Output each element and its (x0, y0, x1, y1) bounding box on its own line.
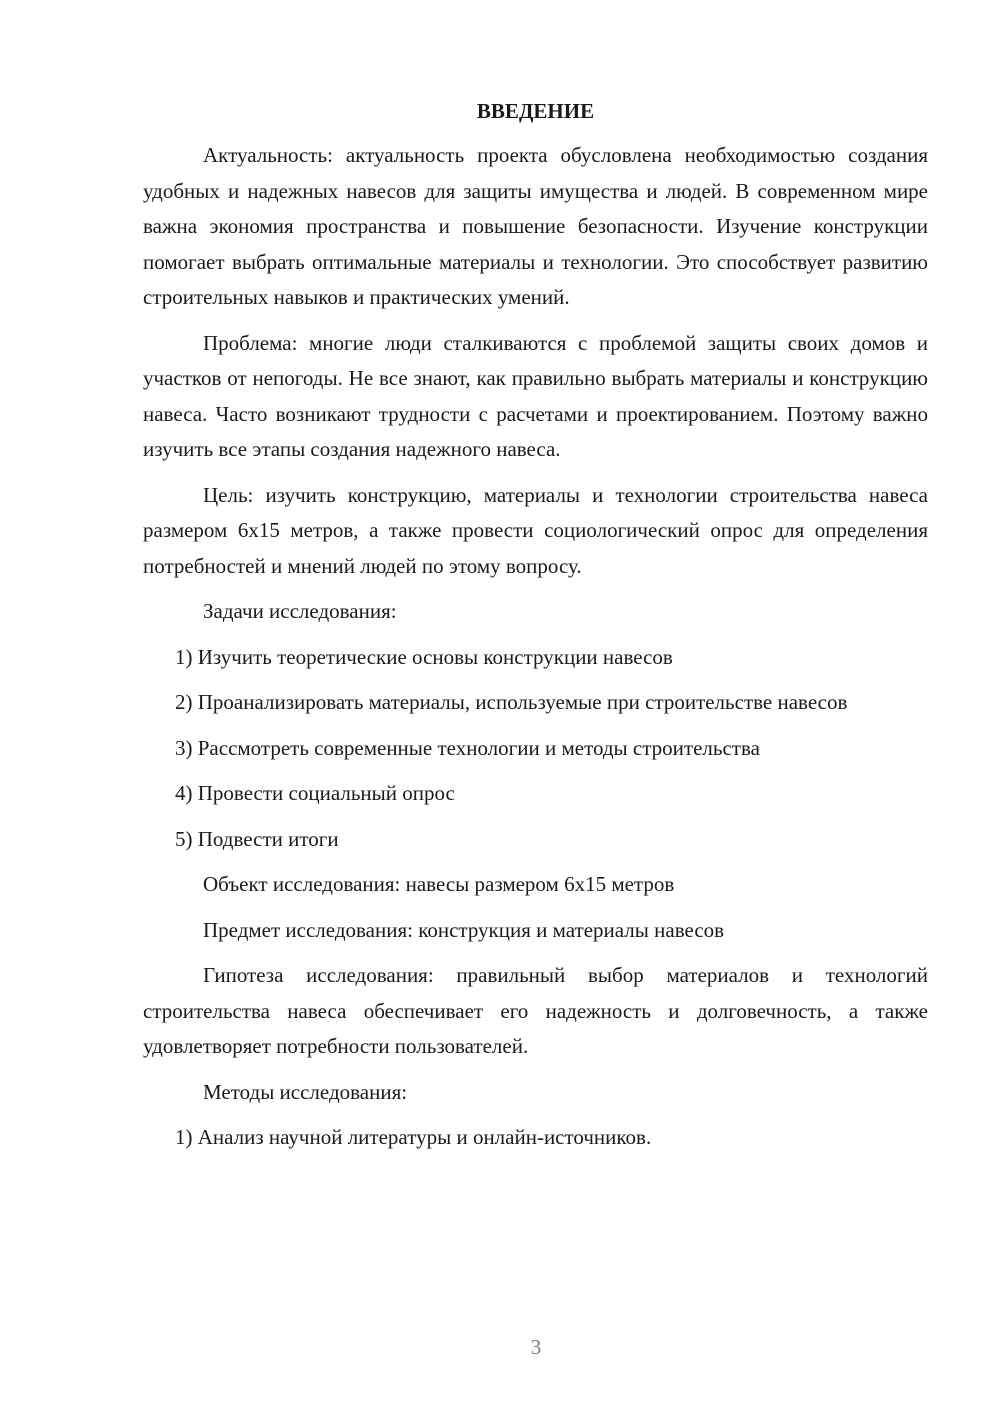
paragraph-problem: Проблема: многие люди сталкиваются с проблемой защиты своих домов и участков от непогоды. Не все знают, как правильно выбрать материалы и конструкцию навеса. Часто возникают трудности с расчетами и проектированием. Поэтому важно изучить все этапы создания надежного навеса. (143, 330, 928, 461)
task-item-3: 3) Рассмотреть современные технологии и методы строительства (175, 735, 760, 760)
method-item-1: 1) Анализ научной литературы и онлайн-источников. (175, 1125, 652, 1149)
paragraph-hypothesis: Гипотеза исследования: правильный выбор материалов и технологий строительства навеса обеспечивает его надежность и долговечность, а также удовлетворяет потребности пользователей. (143, 963, 928, 1058)
page-number: 3 (530, 1335, 542, 1359)
task-item-2: 2) Проанализировать материалы, используемые при строительстве навесов (175, 690, 848, 714)
paragraph-object: Объект исследования: навесы размером 6х15 метров (203, 872, 675, 896)
paragraph-relevance: Актуальность: актуальность проекта обусловлена необходимостью создания удобных и надежных навесов для защиты имущества и людей. В современном мире важна экономия пространства и повышение безопасности. Изучение конструкции помогает выбрать оптимальные материалы и технологии. Это способствует развитию строительных навыков и практических умений. (143, 143, 928, 309)
paragraph-methods-heading: Методы исследования: (203, 1079, 408, 1104)
section-title: ВВЕДЕНИЕ (476, 99, 595, 123)
paragraph-subject: Предмет исследования: конструкция и материалы навесов (203, 917, 725, 942)
paragraph-goal: Цель: изучить конструкцию, материалы и технологии строительства навеса размером 6х15 метров, а также провести социологический опрос для определения потребностей и мнений людей по этому вопросу. (143, 482, 928, 578)
task-item-1: 1) Изучить теоретические основы конструкции навесов (175, 644, 673, 669)
paragraph-tasks-heading: Задачи исследования: (203, 599, 397, 623)
task-item-5: 5) Подвести итоги (175, 826, 339, 851)
task-item-4: 4) Провести социальный опрос (175, 781, 455, 805)
page-content (143, 95, 928, 1156)
